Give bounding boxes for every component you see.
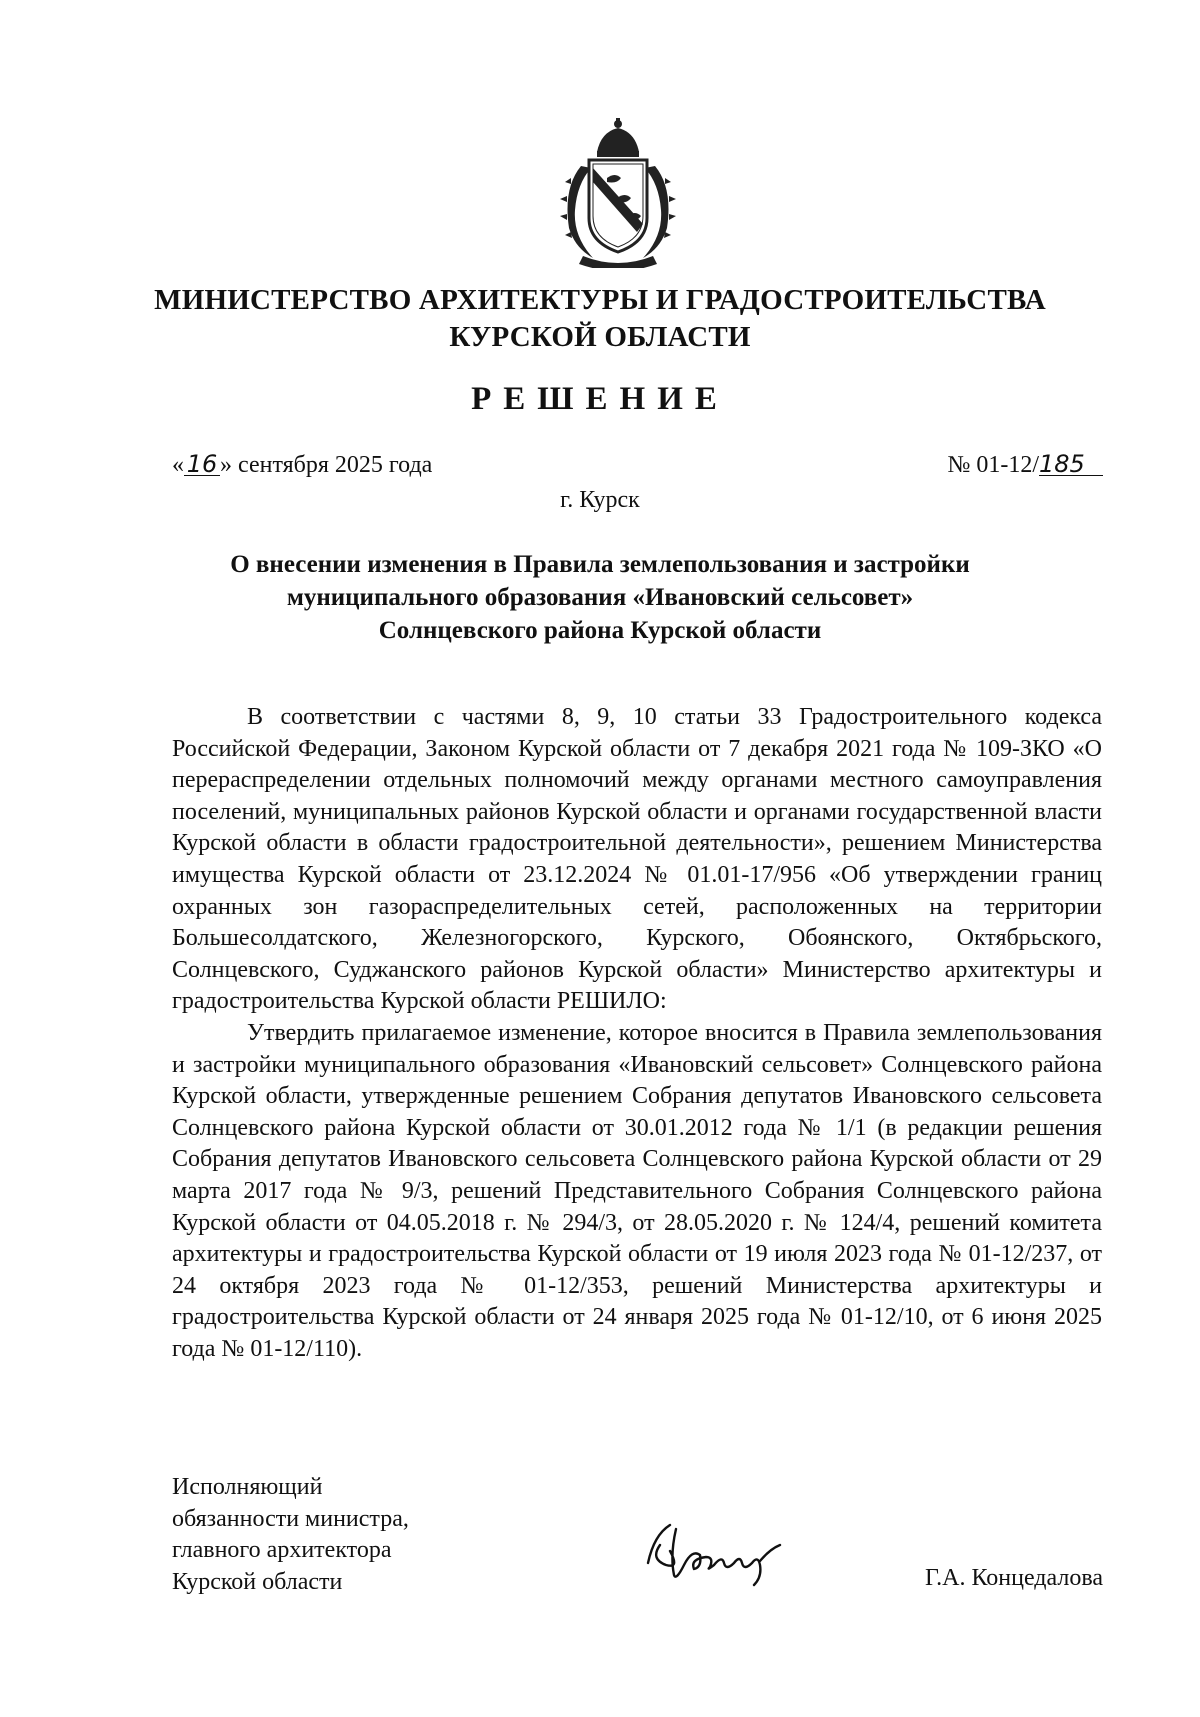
- coat-of-arms-icon: [553, 118, 683, 268]
- decision-number: [947, 452, 1103, 479]
- city: г. Курск: [560, 487, 640, 513]
- ministry-name-line2: КУРСКОЙ ОБЛАСТИ: [449, 321, 751, 353]
- decision-date: [172, 452, 432, 479]
- position-line4: Курской области: [172, 1568, 343, 1595]
- position-line1: Исполняющий: [172, 1474, 323, 1500]
- decision-title: [120, 548, 1080, 647]
- handwritten-number: 185: [1039, 453, 1103, 476]
- body-paragraph-1: В соответствии с частями 8, 9, 10 статьи 33 Градостроительного кодекса Российской Федерации, Законом Курской области от 7 декабря 2021 года № 109-ЗКО «О перераспределении отдельных полномочий между органами местного самоуправления поселений, муниципальных районов Курской области и органами государственной власти Курской области в области градостроительной деятельности», решением Министерства имущества Курской области от 23.12.2024 № 01.01-17/956 «Об утверждении границ охранных зон газораспределительных сетей, расположенных на территории Большесолдатского, Железногорского, Курского, Обоянского, Октябрьского, Солнцевского, Суджанского районов Курской области» Министерство архитектуры и градостроительства Курской области РЕШИЛО:: [172, 704, 1102, 1015]
- quote-open: «: [172, 452, 184, 478]
- title-line2: муниципального образования «Ивановский сельсовет»: [286, 584, 914, 611]
- number-prefix: № 01-12/: [947, 452, 1039, 478]
- date-rest: » сентября 2025 года: [220, 452, 433, 478]
- document-type: РЕШЕНИЕ: [471, 381, 729, 417]
- title-line1: О внесении изменения в Правила землепользования и застройки: [230, 551, 970, 578]
- body-paragraph-2: Утвердить прилагаемое изменение, которое вносится в Правила землепользования и застройки муниципального образования «Ивановский сельсовет» Солнцевского района Курской области, утвержденные решением Собрания депутатов Ивановского сельсовета Солнцевского района Курской области от 30.01.2012 года № 1/1 (в редакции решения Собрания депутатов Ивановского сельсовета Солнцевского района Курской области от 29 марта 2017 года № 9/3, решений Представительного Собрания Солнцевского района Курской области от 04.05.2018 г. № 294/3, от 28.05.2020 г. № 124/4, решений комитета архитектуры и градостроительства Курской области от 19 июля 2023 года № 01-12/237, от 24 октября 2023 года № 01-12/353, решений Министерства архитектуры и градостроительства Курской области от 24 января 2025 года № 01-12/10, от 6 июня 2025 года № 01-12/110).: [172, 1019, 1102, 1362]
- handwritten-signature-icon: [640, 1515, 800, 1587]
- title-line3: Солнцевского района Курской области: [378, 617, 822, 644]
- signer-name: Г.А. Концедалова: [924, 1565, 1103, 1591]
- position-line3: главного архитектора: [172, 1537, 392, 1564]
- handwritten-day: 16: [184, 453, 220, 476]
- ministry-name: [0, 282, 1200, 356]
- position-line2: обязанности министра,: [172, 1505, 409, 1532]
- signer-position: [172, 1472, 409, 1598]
- decision-body: [172, 702, 1102, 1365]
- ministry-name-line1: МИНИСТЕРСТВО АРХИТЕКТУРЫ И ГРАДОСТРОИТЕЛЬСТВА: [154, 284, 1046, 316]
